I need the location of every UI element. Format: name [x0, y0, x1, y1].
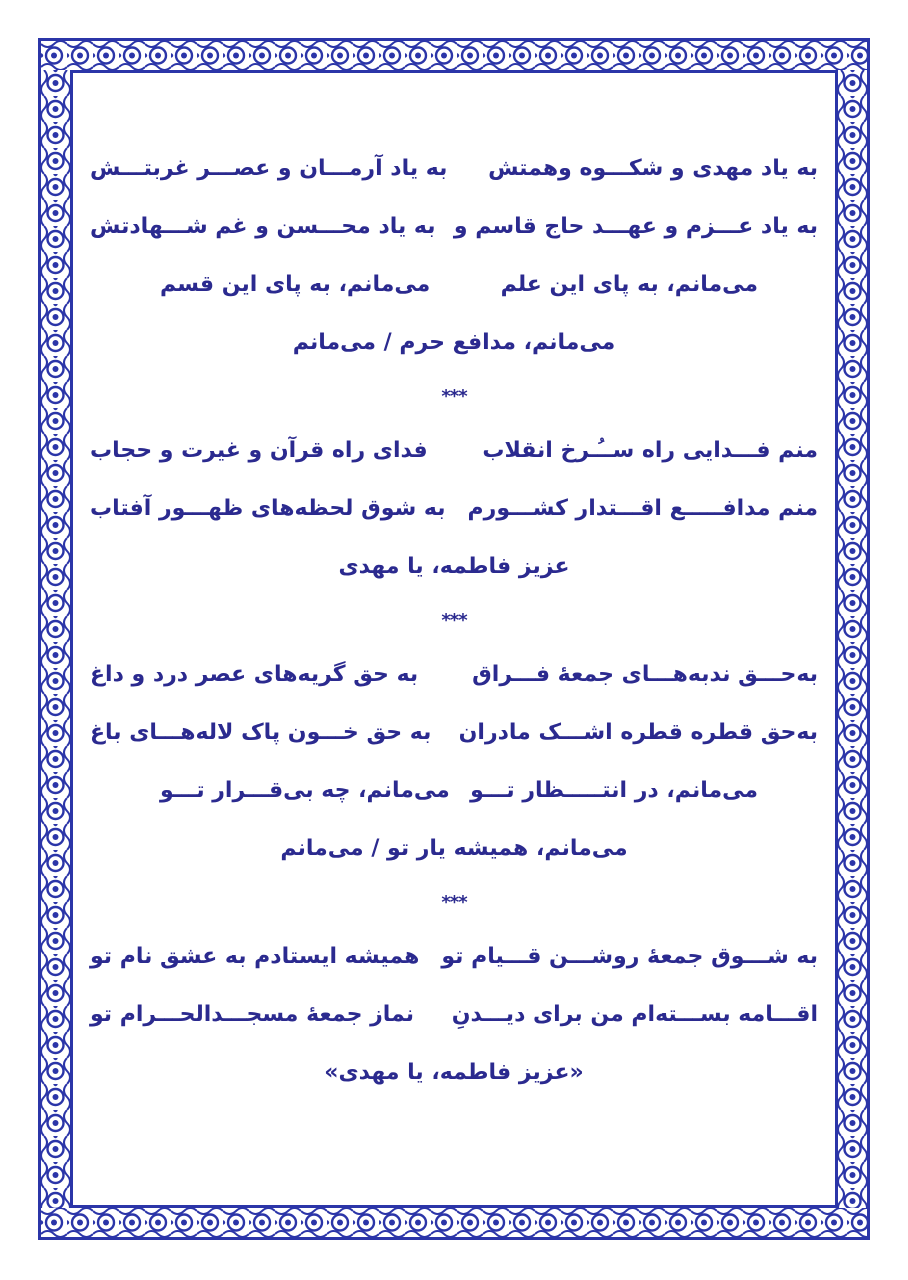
couplet-row [90, 256, 818, 314]
refrain-text: «عزیز فاطمه، یا مهدی» [324, 1060, 584, 1085]
hemistich-left: همیشه ایستادم به عشق نام تو [90, 944, 420, 969]
refrain-line [90, 1044, 818, 1102]
ornament-band-bottom [41, 1208, 867, 1237]
refrain-text: می‌مانم، مدافع حرم / می‌مانم [292, 330, 616, 355]
couplet-row [90, 480, 818, 538]
couplet-row [90, 646, 818, 704]
hemistich-right: می‌مانم، در انتـــــظار تـــو [470, 778, 758, 803]
hemistich-left: به شوق لحظه‌های ظهـــور آفتاب [90, 496, 446, 521]
hemistich-left: به حق گریه‌های عصر درد و داغ [90, 662, 419, 687]
hemistich-left: نماز جمعهٔ مسجـــدالحـــرام تو [90, 1002, 415, 1027]
refrain-text: عزیز فاطمه، یا مهدی [338, 554, 570, 579]
hemistich-right: می‌مانم، به پای این علم [500, 272, 758, 297]
couplet-row [90, 762, 818, 820]
hemistich-right: منم فـــدایی راه ســُـرخ انقلاب [482, 438, 818, 463]
couplet-row [90, 198, 818, 256]
ornament-band-right [838, 70, 867, 1208]
ornament-band-top [41, 41, 867, 70]
refrain-line [90, 538, 818, 596]
ornament-band-left [41, 70, 70, 1208]
hemistich-left: می‌مانم، چه بی‌قـــرار تـــو [160, 778, 450, 803]
hemistich-right: به یاد مهدی و شکـــوه وهمتش [488, 156, 818, 181]
hemistich-right: به شـــوق جمعهٔ روشـــن قـــیام تو [441, 944, 818, 969]
stanza-separator: *** [441, 610, 467, 631]
couplet-row [90, 986, 818, 1044]
stanza-separator: *** [441, 892, 467, 913]
poem-body [90, 140, 818, 1102]
couplet-row [90, 422, 818, 480]
stanza-separator: *** [441, 386, 467, 407]
hemistich-right: اقـــامه بســـته‌ام من برای دیـــدنِ [451, 1002, 818, 1027]
hemistich-left: به حق خـــون پاک لاله‌هـــای باغ [90, 720, 432, 745]
hemistich-left: به یاد آرمـــان و عصـــر غربتـــش [90, 156, 448, 181]
hemistich-right: به‌حـــق ندبه‌هـــای جمعهٔ فـــراق [472, 662, 818, 687]
couplet-row [90, 704, 818, 762]
hemistich-right: منم مدافـــــع اقـــتدار کشـــورم [467, 496, 818, 521]
refrain-text: می‌مانم، همیشه یار تو / می‌مانم [280, 836, 628, 861]
refrain-line [90, 820, 818, 878]
hemistich-left: فدای راه قرآن و غیرت و حجاب [90, 438, 428, 463]
hemistich-left: می‌مانم، به پای این قسم [160, 272, 431, 297]
hemistich-right: به یاد عـــزم و عهـــد حاج قاسم و [453, 214, 818, 239]
couplet-row [90, 140, 818, 198]
refrain-line [90, 314, 818, 372]
hemistich-right: به‌حق قطره قطره اشـــک مادران [458, 720, 818, 745]
couplet-row [90, 928, 818, 986]
hemistich-left: به یاد محـــسن و غم شـــهادتش [90, 214, 436, 239]
